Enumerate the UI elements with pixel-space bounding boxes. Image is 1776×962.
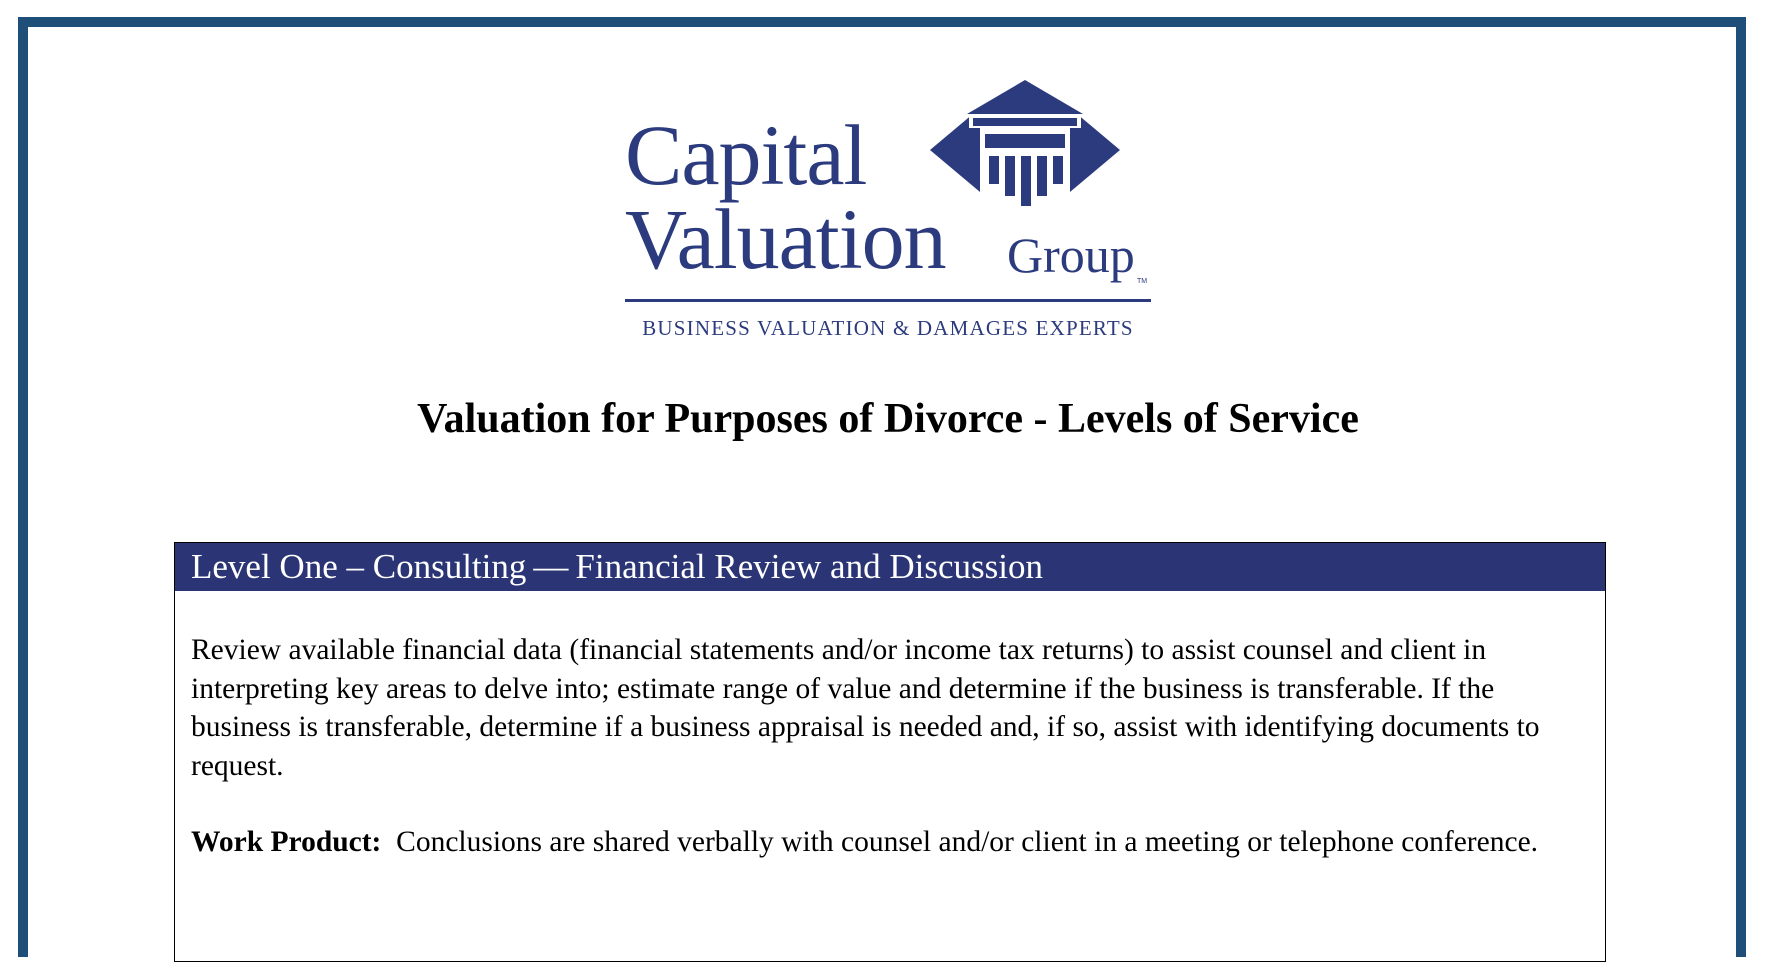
logo-valuation-text: Valuation [625, 191, 946, 287]
capitol-column-icon [925, 80, 1125, 220]
level-one-section [174, 542, 1606, 962]
level-one-body [175, 591, 1605, 862]
work-product-paragraph [191, 823, 1589, 862]
page-title: Valuation for Purposes of Divorce - Levels of Service [417, 396, 1359, 442]
work-product-label: Work Product: [191, 826, 382, 858]
logo-group-text: Group [1007, 227, 1135, 283]
logo-capital-text: Capital [625, 107, 867, 203]
work-product-text: Conclusions are shared verbally with counsel and/or client in a meeting or telephone conference. [381, 826, 1539, 858]
logo-tagline: BUSINESS VALUATION & DAMAGES EXPERTS [642, 316, 1134, 340]
level-one-description: Review available financial data (financial statements and/or income tax returns) to assist counsel and client in interpreting key areas to delve into; estimate range of value and determine if the business is transferable. If the business is transferable, determine if a business appraisal is needed and, if so, assist with identifying documents to request. [191, 634, 1540, 782]
logo-divider [625, 299, 1151, 302]
company-logo [625, 80, 1165, 350]
logo-trademark: TM [1137, 278, 1148, 285]
level-one-header: Level One – Consulting — Financial Review and Discussion [175, 543, 1605, 591]
